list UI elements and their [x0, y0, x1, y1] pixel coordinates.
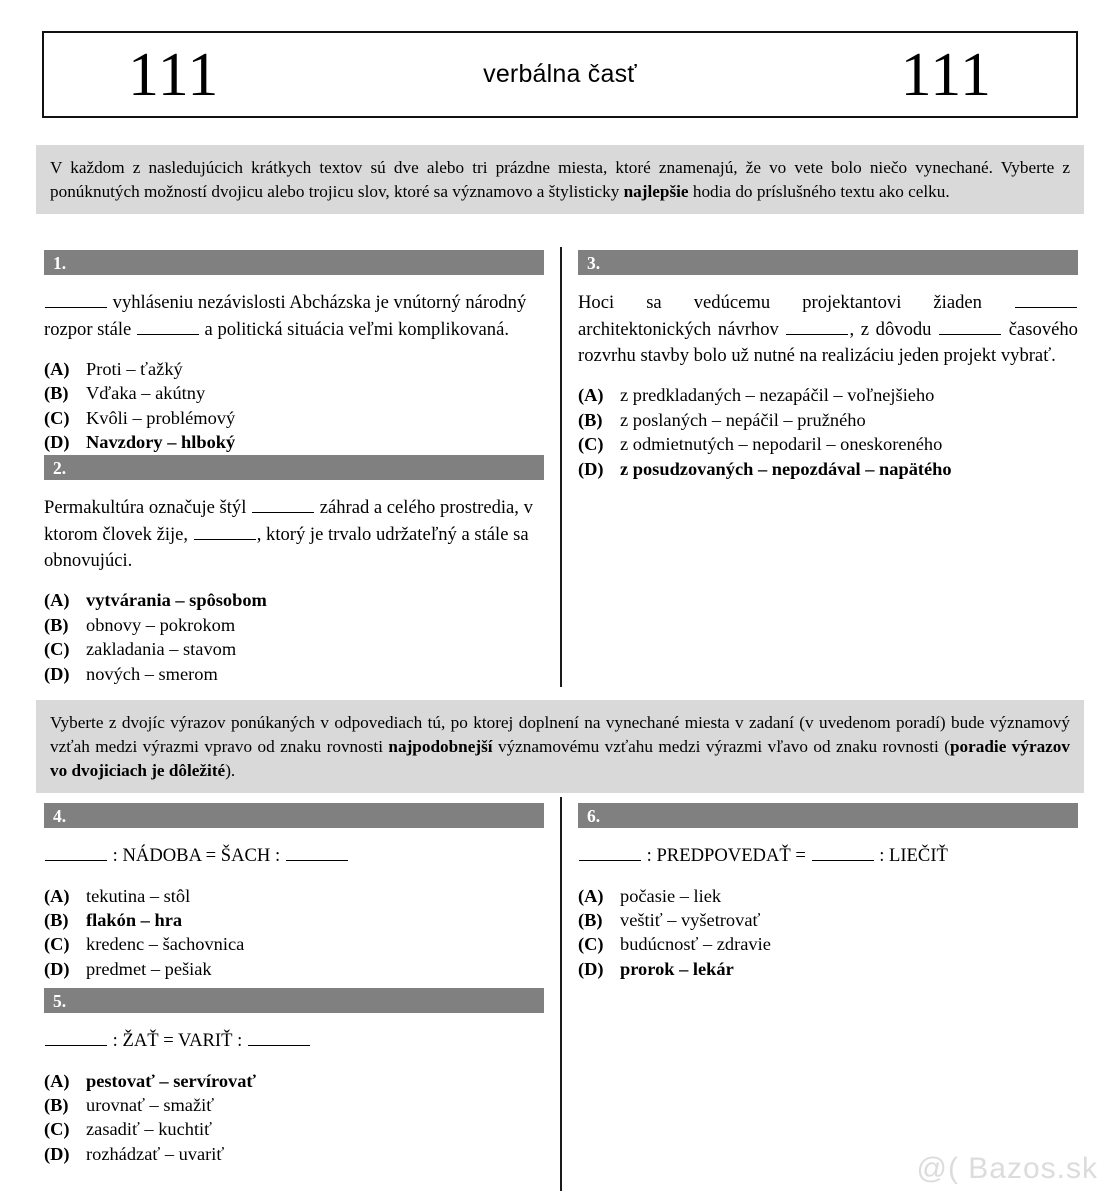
- answer-option[interactable]: [44, 406, 544, 430]
- stem-text: a politická situácia veľmi komplikovaná.: [199, 318, 510, 340]
- option-text: kredenc – šachovnica: [86, 934, 245, 955]
- option-letter: (A): [44, 885, 70, 906]
- option-text: veštiť – vyšetrovať: [620, 909, 761, 930]
- option-text: prorok – lekár: [620, 958, 734, 979]
- option-letter: (C): [44, 934, 70, 955]
- question-6: [578, 803, 1078, 981]
- option-text: z poslaných – nepáčil – pružného: [620, 409, 866, 430]
- answer-option[interactable]: [44, 957, 544, 981]
- question-stem: [44, 495, 544, 574]
- answer-blank: [286, 843, 348, 861]
- answer-options: [578, 884, 1078, 982]
- answer-blank: [194, 522, 256, 540]
- answer-blank: [248, 1028, 310, 1046]
- instruction2-emphasis-poradie: poradie výrazov vo dvojiciach je dôležité: [50, 737, 1070, 781]
- instruction-text-part1: V každom z nasledujúcich krátkych textov sú dve alebo tri prázdne miesta, ktoré znamenajú, že vo vete bolo niečo vynechané. Vyberte z ponúknutých možností dvojicu alebo trojicu slov, ktoré sa významovo a štylisticky: [50, 158, 1070, 202]
- answer-options: [44, 588, 544, 686]
- question-number-bar: 1.: [44, 250, 544, 275]
- option-letter: (B): [44, 1094, 69, 1115]
- answer-blank: [45, 290, 107, 308]
- stem-text: záhrad a celého prostredia, v ktorom človek žije,: [44, 497, 533, 545]
- option-letter: (C): [44, 639, 70, 660]
- option-text: zasadiť – kuchtiť: [86, 1119, 213, 1140]
- option-letter: (C): [44, 1119, 70, 1140]
- column-divider-bottom: [560, 797, 562, 1191]
- question-2: [44, 455, 544, 686]
- option-letter: (B): [578, 409, 603, 430]
- stem-text: , ktorý je trvalo udržateľný a stále sa obnovujúci.: [44, 523, 529, 571]
- answer-blank: [252, 495, 314, 513]
- stem-text: : NÁDOBA = ŠACH :: [108, 845, 285, 867]
- question-number-bar: 3.: [578, 250, 1078, 275]
- answer-option[interactable]: [44, 908, 544, 932]
- question-3: [578, 250, 1078, 481]
- answer-option[interactable]: [578, 908, 1078, 932]
- answer-option[interactable]: [578, 957, 1078, 981]
- answer-blank: [137, 317, 199, 335]
- option-text: predmet – pešiak: [86, 958, 212, 979]
- question-number-bar: 5.: [44, 988, 544, 1013]
- answer-option[interactable]: [44, 637, 544, 661]
- option-letter: (D): [44, 432, 70, 453]
- option-text: flakón – hra: [86, 909, 183, 930]
- stem-text: časového rozvrhu stavby bolo už nutné na realizáciu jeden projekt vybrať.: [578, 318, 1078, 366]
- stem-text: : ŽAŤ = VARIŤ :: [108, 1030, 247, 1052]
- answer-option[interactable]: [44, 430, 544, 454]
- question-stem: [578, 843, 1078, 870]
- option-text: z predkladaných – nezapáčil – voľnejšieho: [620, 385, 935, 406]
- option-text: zakladania – stavom: [86, 639, 237, 660]
- stem-text: : PREDPOVEDAŤ =: [642, 845, 811, 867]
- answer-blank: [1015, 290, 1077, 308]
- instruction-block-analogies: [36, 700, 1084, 793]
- stem-text: vyhláseniu nezávislosti Abcházska je vnútorný národný rozpor stále: [44, 292, 527, 340]
- option-text: z posudzovaných – nepozdával – napätého: [620, 458, 952, 479]
- option-text: nových – smerom: [86, 663, 218, 684]
- answer-option[interactable]: [44, 1069, 544, 1093]
- answer-options: [578, 383, 1078, 481]
- column-divider-top: [560, 247, 562, 687]
- answer-options: [44, 1069, 544, 1167]
- question-number-bar: 2.: [44, 455, 544, 480]
- answer-option[interactable]: [44, 1117, 544, 1141]
- answer-options: [44, 884, 544, 982]
- answer-option[interactable]: [44, 932, 544, 956]
- answer-options: [44, 357, 544, 455]
- option-letter: (A): [44, 590, 70, 611]
- option-letter: (A): [578, 885, 604, 906]
- option-text: vytvárania – spôsobom: [86, 590, 267, 611]
- instruction-text-part2: hodia do príslušného textu ako celku.: [688, 182, 950, 202]
- option-letter: (D): [44, 663, 70, 684]
- question-stem: [44, 290, 544, 343]
- option-letter: (A): [44, 1070, 70, 1091]
- watermark-bazos: @( Bazos.sk: [916, 1152, 1098, 1185]
- answer-blank: [579, 843, 641, 861]
- answer-blank: [939, 317, 1001, 335]
- option-text: tekutina – stôl: [86, 885, 191, 906]
- answer-option[interactable]: [578, 457, 1078, 481]
- option-letter: (D): [44, 958, 70, 979]
- stem-text: , z dôvodu: [849, 318, 939, 340]
- stem-text: : LIEČIŤ: [874, 845, 948, 867]
- answer-option[interactable]: [44, 1142, 544, 1166]
- option-letter: (A): [44, 359, 70, 379]
- option-text: Kvôli – problémový: [86, 407, 236, 428]
- question-number-bar: 4.: [44, 803, 544, 828]
- question-1: [44, 250, 544, 455]
- question-5: [44, 988, 544, 1166]
- option-letter: (C): [578, 934, 604, 955]
- instruction-emphasis-najlepsie: najlepšie: [623, 182, 689, 202]
- page-title: verbálna časť: [483, 60, 637, 88]
- answer-option[interactable]: [578, 408, 1078, 432]
- option-letter: (B): [44, 383, 69, 404]
- option-text: rozhádzať – uvariť: [86, 1143, 225, 1164]
- question-4: [44, 803, 544, 981]
- option-letter: (C): [44, 407, 70, 428]
- question-stem: [578, 290, 1078, 369]
- option-letter: (A): [578, 385, 604, 406]
- answer-option[interactable]: [578, 932, 1078, 956]
- option-letter: (B): [578, 909, 603, 930]
- option-text: obnovy – pokrokom: [86, 614, 236, 635]
- option-text: počasie – liek: [620, 885, 722, 906]
- option-letter: (D): [578, 958, 604, 979]
- answer-option[interactable]: [578, 884, 1078, 908]
- option-text: Navzdory – hlboký: [86, 432, 236, 453]
- answer-option[interactable]: [44, 613, 544, 637]
- option-text: Vďaka – akútny: [86, 383, 206, 404]
- answer-option[interactable]: [578, 432, 1078, 456]
- answer-blank: [45, 1028, 107, 1046]
- answer-option[interactable]: [44, 1093, 544, 1117]
- instruction-block-sentence-completion: [36, 145, 1084, 214]
- page-header: [42, 31, 1078, 118]
- instruction2-text-part1: Vyberte z dvojíc výrazov ponúkaných v odpovediach tú, po ktorej doplnení na vynechané miesta v zadaní (v uvedenom poradí) bude významový vzťah medzi výrazmi vpravo od znaku rovnosti: [50, 713, 1070, 757]
- instruction2-text-part2: významovému vzťahu medzi výrazmi vľavo od znaku rovnosti (: [492, 737, 950, 757]
- option-text: Proti – ťažký: [86, 359, 183, 379]
- option-letter: (B): [44, 909, 69, 930]
- answer-option[interactable]: [44, 884, 544, 908]
- stem-text: Permakultúra označuje štýl: [44, 497, 252, 519]
- question-stem: [44, 843, 544, 870]
- answer-option[interactable]: [44, 381, 544, 405]
- page-number-right: 111: [900, 40, 992, 109]
- option-letter: (B): [44, 614, 69, 635]
- option-letter: (D): [44, 1143, 70, 1164]
- page-number-left: 111: [128, 40, 220, 109]
- option-text: budúcnosť – zdravie: [620, 934, 771, 955]
- stem-text: Hoci sa vedúcemu projektantovi žiaden: [578, 292, 1014, 314]
- option-text: z odmietnutých – nepodaril – oneskoreného: [620, 434, 943, 455]
- option-letter: (C): [578, 434, 604, 455]
- answer-blank: [45, 843, 107, 861]
- instruction2-text-part3: ).: [225, 761, 236, 781]
- option-text: urovnať – smažiť: [86, 1094, 215, 1115]
- instruction2-emphasis-najpodobnejsi: najpodobnejší: [388, 737, 493, 757]
- option-text: pestovať – servírovať: [86, 1070, 257, 1091]
- answer-option[interactable]: [44, 662, 544, 686]
- answer-option[interactable]: [578, 383, 1078, 407]
- stem-text: architektonických návrhov: [578, 318, 786, 340]
- question-stem: [44, 1028, 544, 1055]
- answer-blank: [812, 843, 874, 861]
- question-number-bar: 6.: [578, 803, 1078, 828]
- answer-option[interactable]: [44, 588, 544, 612]
- answer-blank: [786, 317, 848, 335]
- answer-option[interactable]: [44, 357, 544, 381]
- option-letter: (D): [578, 458, 604, 479]
